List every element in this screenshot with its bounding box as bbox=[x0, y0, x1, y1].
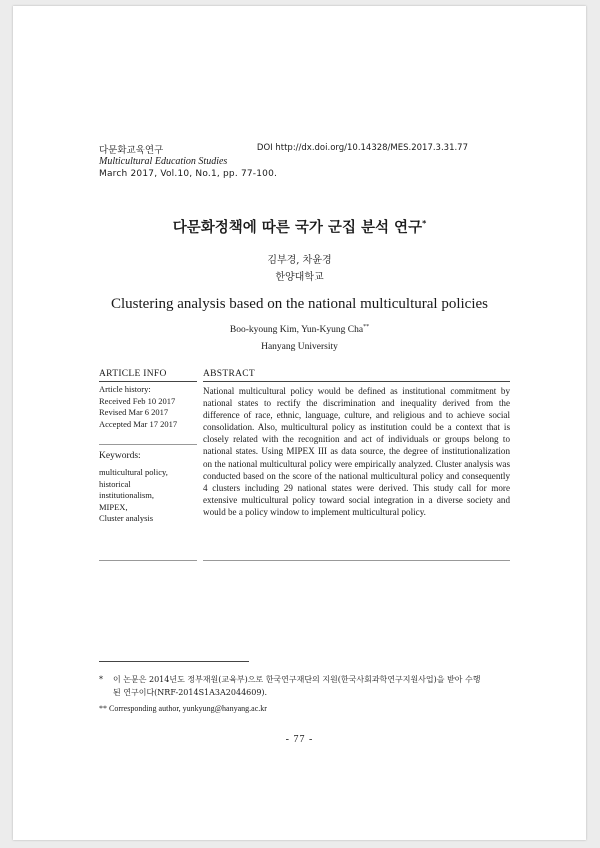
keyword: historical bbox=[99, 478, 131, 489]
journal-name-english: Multicultural Education Studies bbox=[99, 156, 228, 167]
title-korean bbox=[13, 216, 586, 237]
divider bbox=[203, 560, 510, 561]
doi-link[interactable]: DOI http://dx.doi.org/10.14328/MES.2017.3.31.77 bbox=[256, 143, 468, 153]
divider bbox=[203, 381, 510, 382]
authors-english-text: Boo-kyoung Kim, Yun-Kyung Cha bbox=[229, 325, 364, 336]
divider bbox=[99, 560, 197, 561]
title-korean-text: 다문화정책에 따른 국가 군집 분석 연구 bbox=[172, 220, 423, 236]
keyword: multicultural policy, bbox=[99, 467, 168, 477]
title-footnote-mark: * bbox=[422, 219, 427, 229]
history-received: Received Feb 10 2017 bbox=[99, 395, 176, 406]
article-history bbox=[99, 384, 199, 430]
footnote-funding-line1: 이 논문은 2014년도 정부재원(교육부)으로 한국연구재단의 지원(한국사회과학연구지원사업)을 받아 수행 bbox=[113, 675, 481, 684]
title-english: Clustering analysis based on the national multicultural policies bbox=[110, 296, 488, 312]
journal-volume: March 2017, Vol.10, No.1, pp. 77-100. bbox=[99, 169, 278, 179]
footnote-funding bbox=[99, 673, 511, 699]
keyword: Cluster analysis bbox=[99, 513, 154, 524]
keyword: institutionalism, bbox=[99, 490, 155, 501]
page-number: - 77 - bbox=[285, 734, 314, 745]
keyword: MIPEX, bbox=[99, 501, 128, 512]
paper-page bbox=[13, 6, 586, 840]
divider bbox=[99, 444, 197, 445]
footnote-divider bbox=[99, 661, 249, 662]
authors-english bbox=[13, 324, 586, 335]
history-revised: Revised Mar 6 2017 bbox=[99, 407, 169, 417]
affiliation-korean: 한양대학교 bbox=[275, 272, 324, 283]
corresponding-author-mark: ** bbox=[363, 324, 370, 330]
affiliation-english: Hanyang University bbox=[261, 342, 338, 352]
footnote-funding-line2: 된 연구이다(NRF-2014S1A3A2044609). bbox=[113, 688, 268, 697]
history-accepted: Accepted Mar 17 2017 bbox=[99, 418, 178, 429]
keywords-heading: Keywords: bbox=[99, 451, 141, 461]
authors-korean: 김부경, 차윤경 bbox=[267, 255, 332, 266]
footnote-mark: * bbox=[99, 675, 103, 684]
abstract-heading: ABSTRACT bbox=[203, 369, 256, 379]
journal-name-korean: 다문화교육연구 bbox=[99, 145, 164, 156]
divider bbox=[99, 381, 197, 382]
keywords-list bbox=[99, 467, 199, 525]
abstract-text: National multicultural policy would be defined as institutional commitment by national states to rectify the discrimination and inequality derived from the difference of race, ethnic, language, culture, and religious and to achieve social consolidation. Also, multicultural policy as institution could be a context that is closely related with the recognition and act of individuals or groups belong to national states. Using MIPEX III as data source, the degree of institutionalization on the national multicultural policy were empirically analyzed. Cluster analysis was conducted based on the score of the national multicultural policy and consequently 4 clusters including 29 national states were derived. This study call for more extensive multicultural policy toward social integration in a diverse society and would be a policy window to implement multicultural policy. bbox=[203, 386, 510, 517]
footnote-corresponding-author: ** Corresponding author, yunkyung@hanyang.ac.kr bbox=[99, 704, 267, 713]
article-info-heading: ARTICLE INFO bbox=[99, 369, 167, 379]
history-label: Article history: bbox=[99, 384, 151, 394]
